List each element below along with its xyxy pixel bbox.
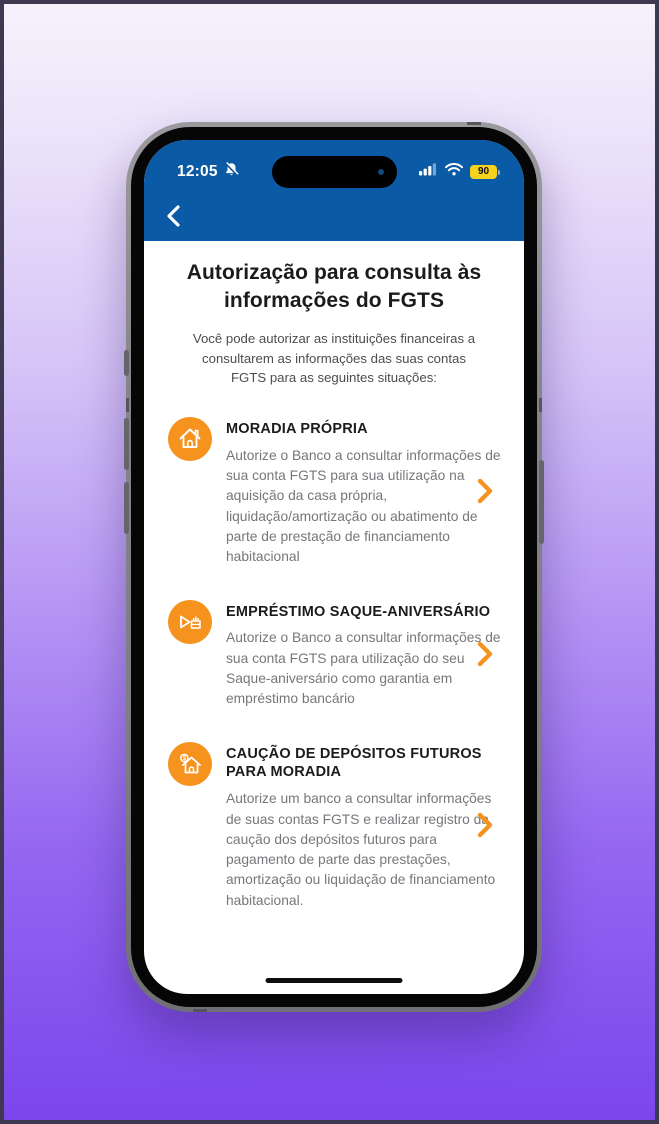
dynamic-island <box>272 156 397 188</box>
authorization-list <box>166 415 502 911</box>
back-button[interactable] <box>156 202 190 234</box>
home-indicator[interactable] <box>266 978 403 983</box>
item-title: CAUÇÃO DE DEPÓSITOS FUTUROS PARA MORADIA <box>226 745 482 781</box>
chevron-right-icon[interactable] <box>474 641 494 667</box>
app-header <box>144 140 524 241</box>
status-bar <box>144 156 524 188</box>
phone-bezel <box>131 127 537 1007</box>
item-description: Autorize um banco a consultar informações de suas contas FGTS e realizar registro da caução dos depósitos futuros para pagamento de parte das prestações, amortização ou liquidação de financiamento habitacional. <box>226 791 496 908</box>
antenna-line <box>539 398 542 412</box>
status-time: 12:05 <box>177 163 218 180</box>
item-description: Autorize o Banco a consultar informações de sua conta FGTS para utilização do seu Saque-aniversário como garantia em empréstimo bancário <box>226 630 501 707</box>
list-item-moradia-propria[interactable] <box>168 415 502 568</box>
house-icon <box>168 417 212 461</box>
antenna-line <box>126 398 129 412</box>
chevron-right-icon[interactable] <box>474 478 494 504</box>
app-screen <box>144 140 524 994</box>
page-title: Autorização para consulta às informações do FGTS <box>186 261 482 313</box>
power-button <box>539 460 544 544</box>
list-item-caucao-depositos-futuros[interactable] <box>168 740 502 911</box>
volume-up-button <box>124 418 129 470</box>
antenna-line <box>193 1009 207 1012</box>
chevron-right-icon[interactable] <box>474 812 494 838</box>
page-content <box>144 241 524 911</box>
wifi-icon <box>445 163 463 181</box>
svg-text:$: $ <box>182 755 186 762</box>
item-description: Autorize o Banco a consultar informações de sua conta FGTS para sua utilização na aquisição da casa própria, liquidação/amortização ou abatimento de parte de prestação de financiamento habitacional <box>226 447 501 565</box>
chevron-left-icon <box>166 204 181 233</box>
action-button <box>124 350 129 376</box>
notifications-muted-icon <box>223 161 240 183</box>
item-title: MORADIA PRÓPRIA <box>226 421 368 438</box>
list-item-emprestimo-saque-aniversario[interactable] <box>168 598 502 710</box>
page-intro: Você pode autorizar as instituições financeiras a consultarem as informações das suas contas FGTS para as seguintes situações: <box>192 331 476 385</box>
battery-icon <box>470 165 497 179</box>
birthday-withdrawal-icon <box>168 600 212 644</box>
antenna-line <box>467 122 481 125</box>
house-money-icon <box>168 742 212 786</box>
volume-down-button <box>124 482 129 534</box>
item-title: EMPRÉSTIMO SAQUE-ANIVERSÁRIO <box>226 603 491 620</box>
battery-level: 90 <box>477 166 490 177</box>
cell-signal-icon <box>419 163 438 181</box>
front-camera <box>378 169 384 175</box>
phone-mockup <box>126 122 542 1012</box>
